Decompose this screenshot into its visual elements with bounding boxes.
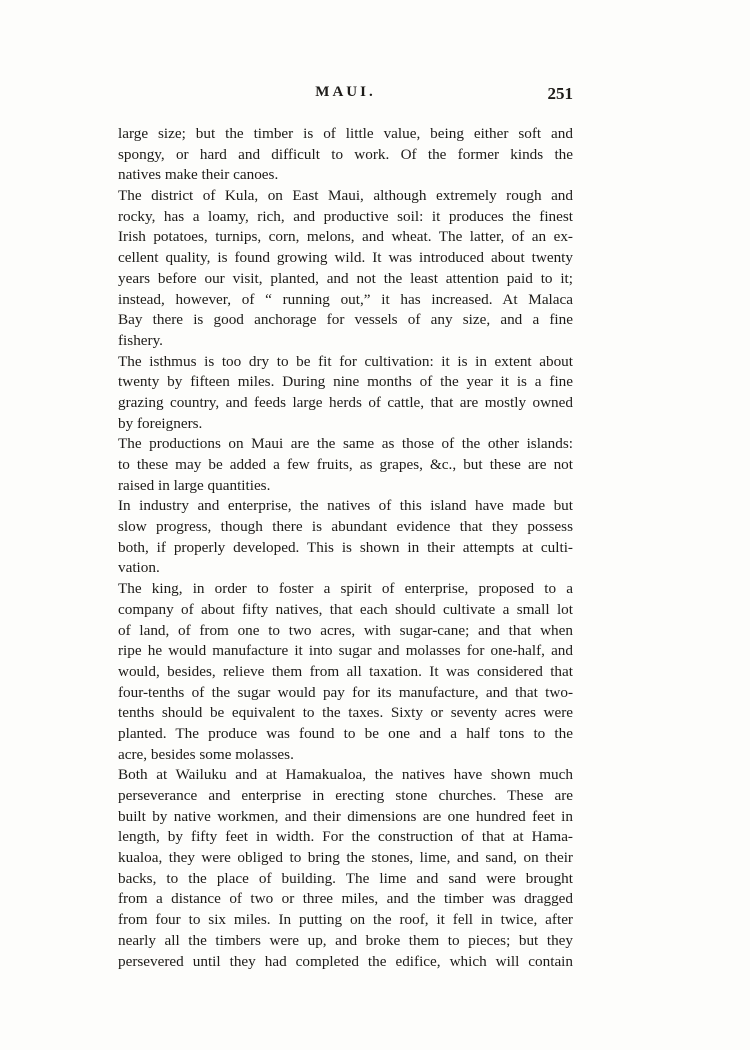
text-line: years before our visit, planted, and not the least attention paid to it;: [118, 269, 573, 287]
text-line: acre, besides some molasses.: [118, 745, 294, 763]
text-line: The district of Kula, on East Maui, although extremely rough and: [118, 187, 573, 205]
text-line: Bay there is good anchorage for vessels of any size, and a fine: [118, 311, 573, 329]
text-line: natives make their canoes.: [118, 166, 279, 184]
text-line: by foreigners.: [118, 414, 203, 432]
text-line: Both at Wailuku and at Hamakualoa, the natives have shown much: [118, 766, 573, 784]
running-head: [118, 84, 573, 108]
text-line: planted. The produce was found to be one and a half tons to the: [118, 724, 573, 742]
body-text: [118, 124, 573, 972]
page-number: 251: [547, 84, 573, 103]
paragraph: [118, 352, 573, 435]
text-line: spongy, or hard and difficult to work. Of the former kinds the: [118, 145, 573, 163]
text-line: both, if properly developed. This is shown in their attempts at culti-: [118, 538, 573, 556]
paragraph: [118, 124, 573, 186]
paragraph: [118, 186, 573, 352]
text-line: grazing country, and feeds large herds of cattle, that are mostly owned: [118, 393, 573, 411]
text-line: The isthmus is too dry to be fit for cultivation: it is in extent about: [118, 352, 573, 370]
text-line: to these may be added a few fruits, as grapes, &c., but these are not: [118, 456, 573, 473]
text-line: would, besides, relieve them from all taxation. It was considered that: [118, 662, 573, 680]
text-line: rocky, has a loamy, rich, and productive soil: it produces the finest: [118, 207, 573, 225]
text-line: built by native workmen, and their dimensions are one hundred feet in: [118, 807, 573, 825]
text-line: from a distance of two or three miles, and the timber was dragged: [118, 890, 573, 908]
paragraph: [118, 434, 573, 496]
text-line: The king, in order to foster a spirit of enterprise, proposed to a: [118, 580, 573, 598]
text-line: kualoa, they were obliged to bring the stones, lime, and sand, on their: [118, 849, 573, 867]
text-line: length, by fifty feet in width. For the construction of that at Hama-: [118, 828, 573, 846]
paragraph: [118, 765, 573, 972]
running-title: MAUI.: [315, 84, 376, 100]
paragraph: [118, 579, 573, 765]
text-line: raised in large quantities.: [118, 476, 271, 494]
text-line: ripe he would manufacture it into sugar and molasses for one-half, and: [118, 642, 573, 660]
text-line: In industry and enterprise, the natives of this island have made but: [118, 497, 573, 515]
text-line: from four to six miles. In putting on the roof, it fell in twice, after: [118, 911, 573, 929]
text-line: instead, however, of “ running out,” it has increased. At Malaca: [118, 290, 573, 308]
paragraph: [118, 496, 573, 579]
text-line: Irish potatoes, turnips, corn, melons, and wheat. The latter, of an ex-: [118, 228, 573, 246]
text-line: of land, of from one to two acres, with sugar-cane; and that when: [118, 621, 573, 639]
text-line: backs, to the place of building. The lime and sand were brought: [118, 869, 573, 887]
text-line: fishery.: [118, 331, 163, 349]
text-line: perseverance and enterprise in erecting stone churches. These are: [118, 787, 573, 804]
text-line: company of about fifty natives, that each should cultivate a small lot: [118, 600, 573, 618]
text-line: The productions on Maui are the same as those of the other islands:: [118, 435, 573, 453]
text-line: four-tenths of the sugar would pay for its manufacture, and that two-: [118, 683, 573, 701]
text-line: persevered until they had completed the edifice, which will contain: [118, 952, 573, 970]
text-line: cellent quality, is found growing wild. It was introduced about twenty: [118, 249, 573, 267]
text-line: tenths should be equivalent to the taxes. Sixty or seventy acres were: [118, 704, 573, 722]
text-line: twenty by fifteen miles. During nine months of the year it is a fine: [118, 373, 573, 391]
text-line: slow progress, though there is abundant evidence that they possess: [118, 518, 573, 536]
text-line: nearly all the timbers were up, and broke them to pieces; but they: [118, 931, 573, 949]
text-line: large size; but the timber is of little value, being either soft and: [118, 125, 573, 142]
text-line: vation.: [118, 559, 160, 577]
